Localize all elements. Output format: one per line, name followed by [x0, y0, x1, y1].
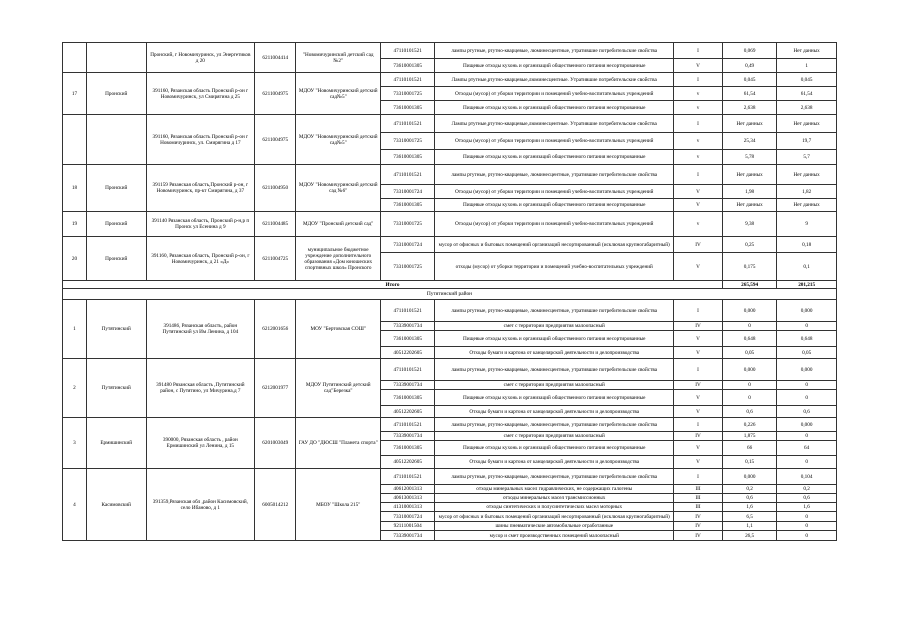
waste-code-cell: 73310001724 — [381, 512, 435, 522]
waste-description-cell: лампы ртутные, ртутно-кварцевые, люминесцентные, утратившие потребительские свойства — [435, 359, 674, 381]
waste-description-cell: смет с территории предприятия малоопасный — [435, 322, 674, 331]
waste-code-cell: 73610001305 — [381, 101, 435, 115]
quantity-generated-cell: 6,5 — [722, 512, 776, 522]
waste-code-cell: 73610001305 — [381, 390, 435, 406]
waste-description-cell: Отходы (мусор) от уборки территории и помещений учебно-воспитательных учреждений — [435, 87, 674, 101]
quantity-generated-cell: 0,6 — [722, 494, 776, 503]
organization-name-cell: МОУ "Бертовская СОШ" — [296, 300, 381, 359]
quantity-generated-cell: 1,98 — [722, 185, 776, 199]
address-cell: 391160, Рязанская область Пронский р-он г Новомичуринск, ул. Смирягина д 17 — [146, 115, 255, 165]
district-cell — [86, 43, 146, 73]
hazard-class-cell: IV — [674, 381, 723, 390]
hazard-class-cell: III — [674, 503, 723, 512]
hazard-class-cell: v — [674, 212, 723, 237]
waste-description-cell: лампы ртутные, ртутно-кварцевые, люминесцентные, утратившие потребительские свойства — [435, 469, 674, 485]
quantity-generated-cell: 0,648 — [722, 331, 776, 347]
waste-code-cell: 73310001724 — [381, 237, 435, 253]
waste-code-cell: 73610001305 — [381, 441, 435, 456]
row-number-cell: 18 — [63, 165, 87, 212]
quantity-generated-cell: 0,15 — [722, 456, 776, 469]
quantity-transferred-cell: 0 — [777, 456, 837, 469]
district-cell: Пронский — [86, 212, 146, 237]
waste-description-cell: мусор от офисных и бытовых помещений организаций несортированный (исключая крупногабаритный) — [435, 237, 674, 253]
inn-cell: 6211004975 — [255, 115, 296, 165]
row-number-cell: 1 — [63, 300, 87, 359]
hazard-class-cell: IV — [674, 531, 723, 541]
hazard-class-cell: IV — [674, 432, 723, 441]
quantity-generated-cell: 66 — [722, 441, 776, 456]
organization-name-cell: МДОУ "Новомичуринский детский сад№5" — [296, 115, 381, 165]
waste-code-cell: 47110101521 — [381, 43, 435, 59]
waste-description-cell: Отходы (мусор) от уборки территории и помещений учебно-воспитательных учреждений — [435, 185, 674, 199]
waste-code-cell: 47110101521 — [381, 300, 435, 322]
table-row — [63, 212, 837, 237]
waste-code-cell: 73610001305 — [381, 59, 435, 73]
organization-name-cell: ГАУ ДО "ДЮСШ "Планета спорта" — [296, 418, 381, 469]
table-row — [63, 165, 837, 185]
quantity-generated-cell: 1,875 — [722, 432, 776, 441]
quantity-generated-cell: 1,1 — [722, 522, 776, 531]
inn-cell: 6211004975 — [255, 73, 296, 115]
row-number-cell — [63, 43, 87, 73]
district-cell: Пронский — [86, 73, 146, 115]
waste-code-cell: 73310001724 — [381, 185, 435, 199]
quantity-generated-cell: 0 — [722, 381, 776, 390]
quantity-transferred-cell: 64 — [777, 441, 837, 456]
quantity-transferred-cell: 1,6 — [777, 503, 837, 512]
waste-code-cell: 40613001313 — [381, 494, 435, 503]
waste-code-cell: 73610001305 — [381, 150, 435, 165]
organization-name-cell: МДОУ "Пронский детский сад" — [296, 212, 381, 237]
waste-code-cell: 73610001305 — [381, 199, 435, 212]
hazard-class-cell: V — [674, 185, 723, 199]
hazard-class-cell: V — [674, 347, 723, 359]
inn-cell: 6212001977 — [255, 359, 296, 418]
quantity-generated-cell: 0,25 — [722, 237, 776, 253]
quantity-generated-cell: Нет данных — [722, 165, 776, 185]
waste-code-cell: 73610001305 — [381, 331, 435, 347]
quantity-transferred-cell: 0,6 — [777, 494, 837, 503]
address-cell: 391480 Рязанская область ,Путятинский район, с Путятино, ул Мичурина,д 7 — [146, 359, 255, 418]
address-cell: 390000, Рязанская область , район Ермишинский ул Ленина, д 15 — [146, 418, 255, 469]
quantity-transferred-cell: Нет данных — [777, 43, 837, 59]
hazard-class-cell: V — [674, 59, 723, 73]
row-number-cell — [63, 115, 87, 165]
quantity-generated-cell: 0 — [722, 322, 776, 331]
waste-description-cell: Лампы ртутные,ртутно-кварцевые,люминесцентные. Утратившие потребительские свойства — [435, 73, 674, 87]
table-row — [63, 300, 837, 322]
waste-description-cell: отходы (мусор) от уборки территории и помещений учебно-воспитательных учреждений — [435, 253, 674, 281]
inn-cell: 6211004725 — [255, 237, 296, 281]
waste-code-cell: 73339001734 — [381, 432, 435, 441]
waste-code-cell: 40512202605 — [381, 456, 435, 469]
quantity-generated-cell: 0,05 — [722, 347, 776, 359]
hazard-class-cell: V — [674, 253, 723, 281]
quantity-transferred-cell: 0 — [777, 381, 837, 390]
table-row — [63, 359, 837, 381]
quantity-generated-cell: 0,000 — [722, 469, 776, 485]
inn-cell: 6201003049 — [255, 418, 296, 469]
quantity-transferred-cell: 0,000 — [777, 359, 837, 381]
waste-description-cell: Пищевые отходы кухонь и организаций общественного питания несортированные — [435, 441, 674, 456]
waste-description-cell: Отходы бумаги и картона от канцелярской деятельности и делопроизводства — [435, 406, 674, 418]
inn-cell: 6211004414 — [255, 43, 296, 73]
hazard-class-cell: IV — [674, 512, 723, 522]
row-number-cell: 3 — [63, 418, 87, 469]
quantity-transferred-cell: 0 — [777, 390, 837, 406]
district-cell — [86, 115, 146, 165]
quantity-generated-cell: 26,5 — [722, 531, 776, 541]
quantity-generated-cell: 0,069 — [722, 43, 776, 59]
hazard-class-cell: v — [674, 133, 723, 150]
quantity-generated-cell: Нет данных — [722, 115, 776, 133]
address-cell: 391160, Рязанская область Пронский р-он г Новомичуринск, ул Смирягина д 25 — [146, 73, 255, 115]
quantity-generated-cell: 1,6 — [722, 503, 776, 512]
waste-description-cell: мусор от офисных и бытовых помещений организаций несортированный (исключая крупногабаритный) — [435, 512, 674, 522]
waste-description-cell: Пищевые отходы кухонь и организаций общественного питания несортированные — [435, 59, 674, 73]
row-number-cell: 20 — [63, 237, 87, 281]
hazard-class-cell: V — [674, 390, 723, 406]
quantity-generated-cell: 61,54 — [722, 87, 776, 101]
district-cell: Пронский — [86, 165, 146, 212]
quantity-transferred-cell: 0,2 — [777, 485, 837, 494]
section-title-cell: Путятинский район — [63, 289, 837, 300]
waste-description-cell: Пищевые отходы кухонь и организаций общественного питания несортированные — [435, 331, 674, 347]
waste-description-cell: Пищевые отходы кухонь и организаций общественного питания несортированные — [435, 199, 674, 212]
quantity-transferred-cell: 2,638 — [777, 101, 837, 115]
quantity-transferred-cell: 5,7 — [777, 150, 837, 165]
inn-cell: 6005014212 — [255, 469, 296, 541]
waste-code-cell: 47110101521 — [381, 165, 435, 185]
quantity-transferred-cell: 1 — [777, 59, 837, 73]
waste-description-cell: лампы ртутные, ртутно-кварцевые, люминесцентные, утратившие потребительские свойства — [435, 43, 674, 59]
quantity-generated-cell: 2,638 — [722, 101, 776, 115]
hazard-class-cell: IV — [674, 522, 723, 531]
waste-description-cell: Отходы (мусор) от уборки территории и помещений учебно-воспитательных учреждений — [435, 133, 674, 150]
quantity-transferred-cell: 0,648 — [777, 331, 837, 347]
quantity-transferred-cell: 0,104 — [777, 469, 837, 485]
waste-description-cell: Пищевые отходы кухонь и организаций общественного питания несортированные — [435, 390, 674, 406]
table-row — [63, 418, 837, 432]
table-row — [63, 43, 837, 59]
hazard-class-cell: v — [674, 101, 723, 115]
hazard-class-cell: I — [674, 115, 723, 133]
quantity-transferred-cell: 0,18 — [777, 237, 837, 253]
address-cell: 391140 Рязанская область, Пронский р-н,р п Пронск ул Есенина д 9 — [146, 212, 255, 237]
waste-code-cell: 73310001725 — [381, 253, 435, 281]
hazard-class-cell: I — [674, 469, 723, 485]
waste-code-cell: 73339001734 — [381, 322, 435, 331]
waste-register-table — [62, 42, 837, 541]
address-cell: 391359,Рязанская обл ,район Касимовский, село Ибаново, д 1 — [146, 469, 255, 541]
total-generated-cell: 265,594 — [722, 281, 776, 289]
quantity-generated-cell: 0,175 — [722, 253, 776, 281]
waste-code-cell: 41310001313 — [381, 503, 435, 512]
quantity-transferred-cell: 0,1 — [777, 253, 837, 281]
quantity-generated-cell: 0,000 — [722, 300, 776, 322]
table-row — [63, 115, 837, 133]
waste-code-cell: 73339001734 — [381, 381, 435, 390]
waste-code-cell: 47110101521 — [381, 469, 435, 485]
quantity-transferred-cell: Нет данных — [777, 115, 837, 133]
quantity-generated-cell: 0,045 — [722, 73, 776, 87]
quantity-generated-cell: 9,38 — [722, 212, 776, 237]
quantity-transferred-cell: 0,045 — [777, 73, 837, 87]
quantity-generated-cell: 0,2 — [722, 485, 776, 494]
organization-name-cell: МБОУ "Школа 215" — [296, 469, 381, 541]
quantity-transferred-cell: 0,05 — [777, 347, 837, 359]
quantity-transferred-cell: Нет данных — [777, 199, 837, 212]
hazard-class-cell: III — [674, 485, 723, 494]
address-cell: 391486, Рязанская область, район Путятинский ул Им Ленина, д 104 — [146, 300, 255, 359]
waste-description-cell: Отходы бумаги и картона от канцелярской деятельности и делопроизводства — [435, 456, 674, 469]
quantity-transferred-cell: 0 — [777, 322, 837, 331]
waste-code-cell: 73310001725 — [381, 87, 435, 101]
quantity-generated-cell: Нет данных — [722, 199, 776, 212]
waste-code-cell: 47110101521 — [381, 418, 435, 432]
waste-code-cell: 40512202605 — [381, 347, 435, 359]
hazard-class-cell: V — [674, 331, 723, 347]
waste-code-cell: 92111001504 — [381, 522, 435, 531]
district-cell: Ермишинский — [86, 418, 146, 469]
waste-code-cell: 40612001313 — [381, 485, 435, 494]
row-number-cell: 19 — [63, 212, 87, 237]
organization-name-cell: муниципальное бюджетное учреждение дополнительного образования «Дом юношеских спортивных школ» Пронского — [296, 237, 381, 281]
section-header-row — [63, 289, 837, 300]
organization-name-cell: "Новомичуринский детский сад №2" — [296, 43, 381, 73]
waste-description-cell: Пищевые отходы кухонь и организаций общественного питания несортированные — [435, 101, 674, 115]
address-cell: 391159 Рязанская область,Пронский р-он, г Новомичуринск, пр-кт Смирягина, д 37 — [146, 165, 255, 212]
district-cell: Касимовский — [86, 469, 146, 541]
table-row — [63, 469, 837, 485]
quantity-transferred-cell: 0 — [777, 512, 837, 522]
waste-description-cell: мусор и смет производственных помещений малоопасный — [435, 531, 674, 541]
quantity-transferred-cell: 0 — [777, 432, 837, 441]
hazard-class-cell: v — [674, 150, 723, 165]
row-number-cell: 2 — [63, 359, 87, 418]
waste-description-cell: лампы ртутные, ртутно-кварцевые, люминесцентные, утратившие потребительские свойства — [435, 300, 674, 322]
table-row — [63, 73, 837, 87]
quantity-generated-cell: 0,226 — [722, 418, 776, 432]
hazard-class-cell: V — [674, 456, 723, 469]
quantity-transferred-cell: 0,6 — [777, 406, 837, 418]
row-number-cell: 4 — [63, 469, 87, 541]
waste-code-cell: 47110101521 — [381, 359, 435, 381]
hazard-class-cell: III — [674, 494, 723, 503]
total-row — [63, 281, 837, 289]
waste-code-cell: 73310001725 — [381, 212, 435, 237]
district-cell: Путятинский — [86, 300, 146, 359]
inn-cell: 6211004485 — [255, 212, 296, 237]
hazard-class-cell: V — [674, 199, 723, 212]
quantity-generated-cell: 0,49 — [722, 59, 776, 73]
quantity-transferred-cell: 0,000 — [777, 418, 837, 432]
quantity-transferred-cell: 19,7 — [777, 133, 837, 150]
quantity-generated-cell: 0,6 — [722, 406, 776, 418]
quantity-transferred-cell: 0 — [777, 522, 837, 531]
waste-description-cell: смет с территории предприятия малоопасный — [435, 381, 674, 390]
waste-description-cell: лампы ртутные, ртутно-кварцевые, люминесцентные, утратившие потребительские свойства — [435, 165, 674, 185]
hazard-class-cell: V — [674, 406, 723, 418]
inn-cell: 6211004950 — [255, 165, 296, 212]
quantity-transferred-cell: 1,82 — [777, 185, 837, 199]
district-cell: Пронский — [86, 237, 146, 281]
hazard-class-cell: v — [674, 87, 723, 101]
waste-code-cell: 73310001725 — [381, 133, 435, 150]
waste-description-cell: Отходы (мусор) от уборки территории и помещений учебно-воспитательных учреждений — [435, 212, 674, 237]
inn-cell: 6212001656 — [255, 300, 296, 359]
hazard-class-cell: I — [674, 300, 723, 322]
quantity-generated-cell: 0,000 — [722, 359, 776, 381]
waste-description-cell: Лампы ртутные,ртутно-кварцевые,люминесцентные. Утратившие потребительские свойства — [435, 115, 674, 133]
quantity-generated-cell: 0 — [722, 390, 776, 406]
waste-description-cell: смет с территории предприятия малоопасный — [435, 432, 674, 441]
quantity-transferred-cell: 0 — [777, 531, 837, 541]
hazard-class-cell: I — [674, 43, 723, 59]
quantity-generated-cell: 5,78 — [722, 150, 776, 165]
waste-code-cell: 47110101521 — [381, 115, 435, 133]
hazard-class-cell: IV — [674, 237, 723, 253]
organization-name-cell: МДОУ Путятинский детский сад"Березка" — [296, 359, 381, 418]
address-cell: 391160, Рязанская область, Пронский р-он, г Новомичуринск, д 21 «Д» — [146, 237, 255, 281]
address-cell: Пронский, г Новомичуринск, ул Энергетиков д 20 — [146, 43, 255, 73]
organization-name-cell: МДОУ "Новомичуринский детский сад№5" — [296, 73, 381, 115]
quantity-transferred-cell: Нет данных — [777, 165, 837, 185]
waste-description-cell: отходы минеральных масел гидравлических, не содержащих галогены — [435, 485, 674, 494]
quantity-generated-cell: 25,34 — [722, 133, 776, 150]
waste-description-cell: отходы минеральных масел трансмиссионных — [435, 494, 674, 503]
total-transferred-cell: 201,215 — [777, 281, 837, 289]
quantity-transferred-cell: 9 — [777, 212, 837, 237]
hazard-class-cell: V — [674, 441, 723, 456]
waste-code-cell: 73339001734 — [381, 531, 435, 541]
hazard-class-cell: I — [674, 73, 723, 87]
waste-description-cell: Отходы бумаги и картона от канцелярской деятельности и делопроизводства — [435, 347, 674, 359]
hazard-class-cell: I — [674, 418, 723, 432]
hazard-class-cell: I — [674, 165, 723, 185]
waste-description-cell: шины пневматические автомобильные отработанные — [435, 522, 674, 531]
waste-code-cell: 47110101521 — [381, 73, 435, 87]
waste-code-cell: 40512202605 — [381, 406, 435, 418]
total-label-cell: Итого — [63, 281, 723, 289]
row-number-cell: 17 — [63, 73, 87, 115]
hazard-class-cell: I — [674, 359, 723, 381]
waste-description-cell: отходы синтетических и полусинтетических масел моторных — [435, 503, 674, 512]
table-row — [63, 237, 837, 253]
waste-description-cell: Пищевые отходы кухонь и организаций общественного питания несортированные — [435, 150, 674, 165]
waste-description-cell: лампы ртутные, ртутно-кварцевые, люминесцентные, утратившие потребительские свойства — [435, 418, 674, 432]
quantity-transferred-cell: 0,000 — [777, 300, 837, 322]
organization-name-cell: МДОУ "Новомичуринский детский сад №6" — [296, 165, 381, 212]
quantity-transferred-cell: 61,54 — [777, 87, 837, 101]
district-cell: Путятинский — [86, 359, 146, 418]
hazard-class-cell: IV — [674, 322, 723, 331]
